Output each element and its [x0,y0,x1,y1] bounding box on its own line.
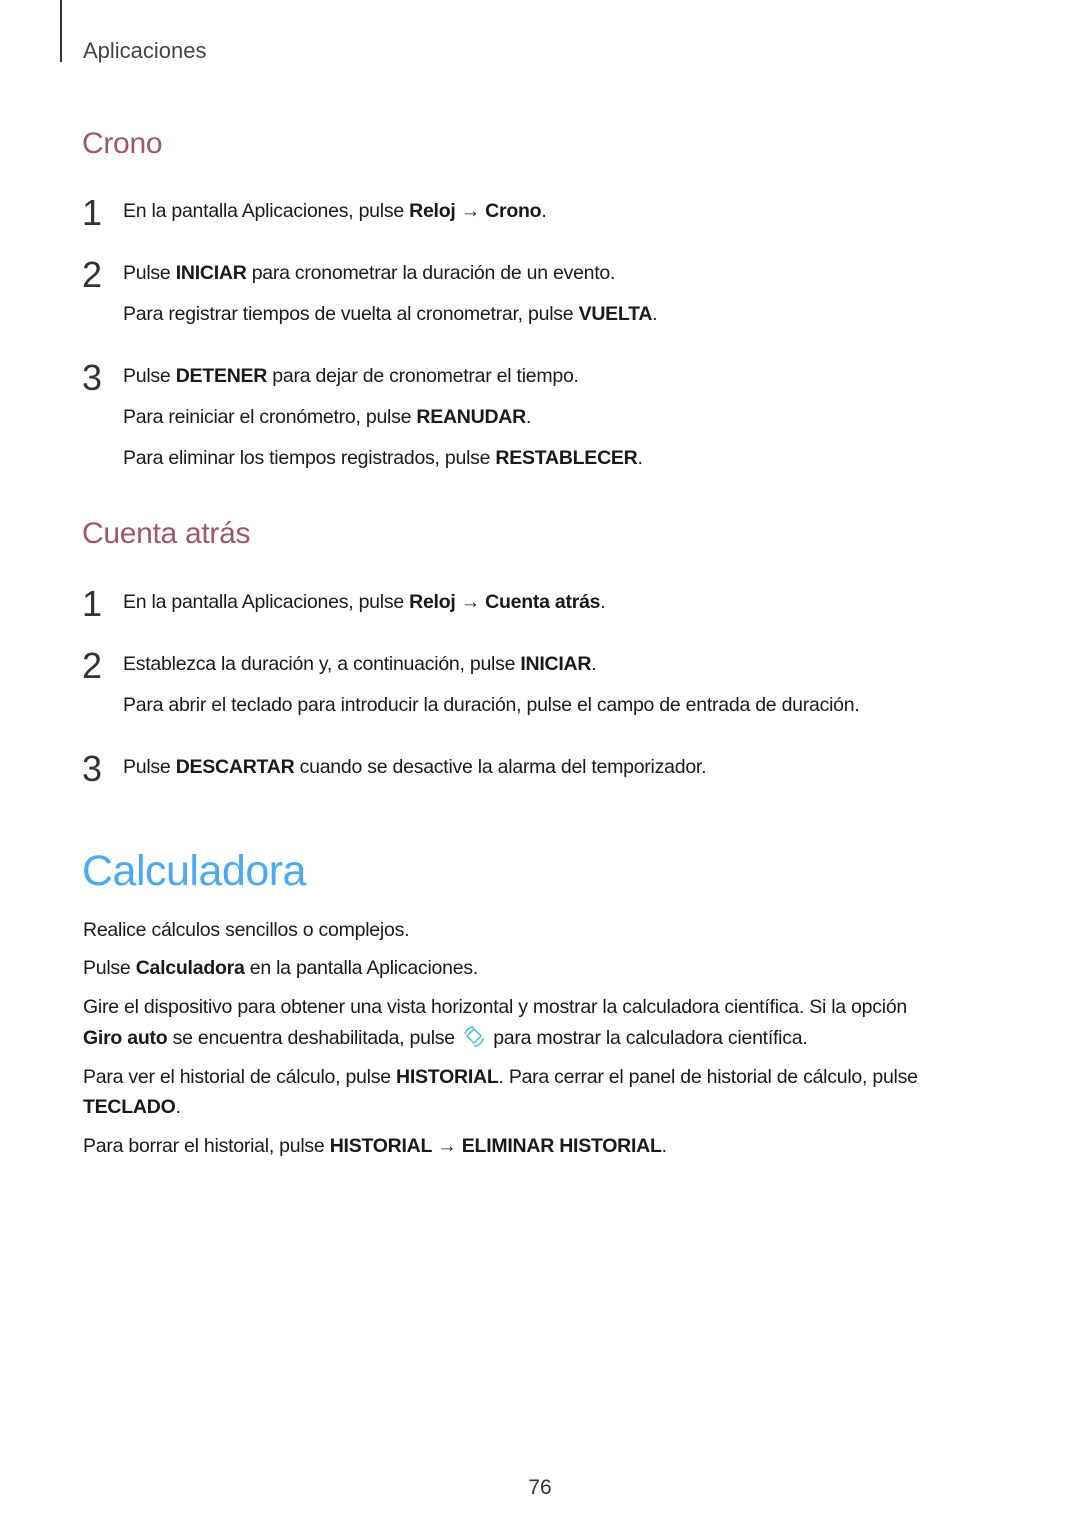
text-run: Establezca la duración y, a continuación, pulse [123,653,521,675]
text-run: Para reiniciar el cronómetro, pulse [123,406,417,428]
bold-term: Crono [485,200,542,222]
text-run: se encuentra deshabilitada, pulse [167,1027,461,1049]
text-run: . [661,1135,667,1157]
bold-term: DETENER [175,365,268,387]
text-line [123,261,615,285]
step-number: 3 [82,357,103,398]
text-line [123,693,860,717]
bold-term: Reloj [409,200,456,222]
bold-term: HISTORIAL [329,1135,433,1157]
text-run: En la pantalla Aplicaciones, pulse [123,591,410,613]
text-line [123,590,605,614]
text-run: Pulse [123,756,176,778]
text-run: cuando se desactive la alarma del temporizador. [294,756,707,778]
text-run: en la pantalla Aplicaciones. [244,957,478,979]
text-run: → [455,591,486,613]
text-run: . [525,406,532,428]
bold-term: INICIAR [175,262,247,284]
text-run: → [455,200,486,222]
bold-term: RESTABLECER [495,447,638,469]
section-heading-crono: Crono [82,127,163,160]
bold-term: REANUDAR [416,406,526,428]
bold-term: ELIMINAR HISTORIAL [461,1135,662,1157]
text-run: Para eliminar los tiempos registrados, pulse [123,447,496,469]
text-line [123,652,596,676]
text-run: → [432,1135,462,1157]
text-line [123,755,706,779]
text-line [83,1065,918,1089]
text-run: . [652,303,658,325]
text-run: Para ver el historial de cálculo, pulse [83,1066,396,1088]
text-run: . [600,591,606,613]
text-line [123,302,657,326]
rotate-icon [462,1026,486,1048]
header-rule [60,0,62,62]
step-number: 1 [82,583,103,624]
text-line [83,1026,808,1050]
text-run: . [591,653,597,675]
text-run: Realice cálculos sencillos o complejos. [83,919,410,941]
text-run: Para abrir el teclado para introducir la duración, pulse el campo de entrada de duración. [123,694,860,716]
section-heading-cuenta: Cuenta atrás [82,517,251,550]
bold-term: Cuenta atrás [485,591,601,613]
step-number: 2 [82,254,103,295]
text-run: para dejar de cronometrar el tiempo. [267,365,579,387]
bold-term: HISTORIAL [396,1066,499,1088]
text-run: . [541,200,547,222]
chapter-heading-calculadora: Calculadora [82,847,306,895]
text-run: Pulse [123,365,176,387]
running-header: Aplicaciones [83,38,207,63]
page-number: 76 [528,1476,552,1499]
text-run: Gire el dispositivo para obtener una vista horizontal y mostrar la calculadora científica. Si la opción [83,996,908,1018]
text-run: En la pantalla Aplicaciones, pulse [123,200,410,222]
text-run: Pulse [83,957,136,979]
text-run: . Para cerrar el panel de historial de cálculo, pulse [498,1066,918,1088]
bold-term: Reloj [409,591,456,613]
bold-term: TECLADO [83,1096,176,1118]
text-run: para cronometrar la duración de un evento. [246,262,616,284]
text-run: para mostrar la calculadora científica. [488,1027,808,1049]
text-line [123,446,643,470]
step-number: 1 [82,192,103,233]
text-run: . [175,1096,181,1118]
text-run: Para borrar el historial, pulse [83,1135,330,1157]
step-number: 2 [82,645,103,686]
text-line [83,956,478,980]
text-line [83,1095,181,1119]
bold-term: INICIAR [520,653,592,675]
text-run: Para registrar tiempos de vuelta al cronometrar, pulse [123,303,579,325]
text-line [123,364,579,388]
text-line [123,199,546,223]
text-line [83,918,409,942]
text-run: Pulse [123,262,176,284]
text-line [83,995,907,1019]
bold-term: Giro auto [83,1027,168,1049]
text-line [83,1134,667,1158]
text-run: . [637,447,643,469]
bold-term: Calculadora [135,957,245,979]
bold-term: VUELTA [578,303,653,325]
text-line [123,405,531,429]
bold-term: DESCARTAR [175,756,295,778]
step-number: 3 [82,748,103,789]
